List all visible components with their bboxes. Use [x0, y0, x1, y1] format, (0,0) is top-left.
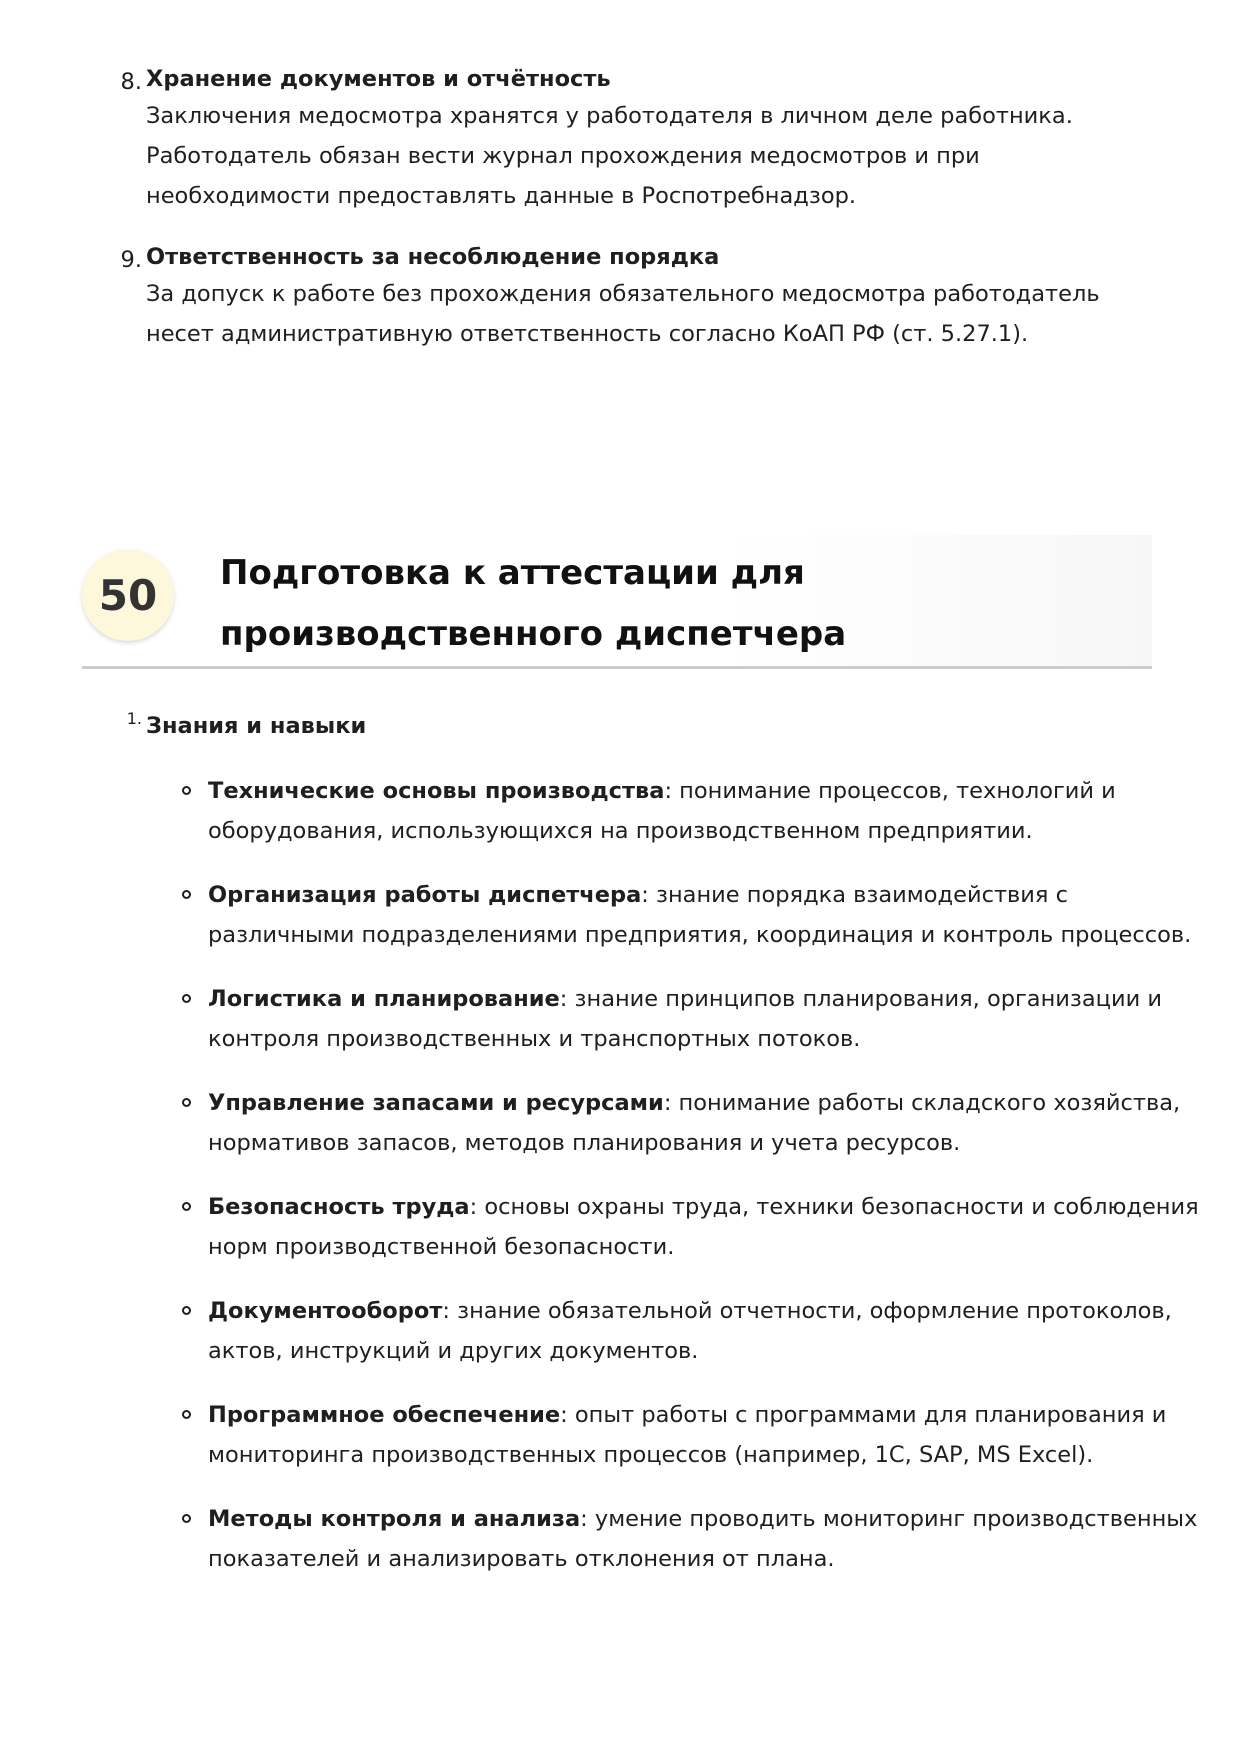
circle-bullet-icon — [182, 1514, 191, 1523]
sublist-item-title: Документооборот — [208, 1298, 443, 1324]
sublist-item — [146, 1187, 1208, 1267]
circle-bullet-icon — [182, 1098, 191, 1107]
sublist-item-text: : знание обязательной отчетности, оформление протоколов, актов, инструкций и других документов. — [208, 1298, 1172, 1364]
circle-bullet-icon — [182, 1306, 191, 1315]
list-item-number: 8. — [120, 69, 142, 95]
circle-bullet-icon — [182, 786, 191, 795]
sublist-item-title: Безопасность труда — [208, 1194, 470, 1220]
circle-bullet-icon — [182, 994, 191, 1003]
sublist-item-title: Организация работы диспетчера — [208, 882, 642, 908]
circle-bullet-icon — [182, 890, 191, 899]
skills-sublist — [146, 771, 1199, 1579]
sublist-item-text: : основы охраны труда, техники безопасности и соблюдения норм производственной безопасности. — [208, 1194, 1199, 1260]
list-item-number: 1. — [126, 709, 142, 728]
continued-numbered-list — [120, 62, 1170, 378]
list-item-responsibility — [120, 240, 1170, 354]
sublist-item-text: : понимание работы складского хозяйства, нормативов запасов, методов планирования и учета ресурсов. — [208, 1090, 1181, 1156]
sublist-item-text: : понимание процессов, технологий и оборудования, использующихся на производственном предприятии. — [208, 778, 1116, 844]
sublist-item-text: : умение проводить мониторинг производственных показателей и анализировать отклонения от плана. — [208, 1506, 1198, 1572]
list-item-title: Знания и навыки — [146, 713, 367, 739]
knowledge-list — [120, 709, 1199, 1603]
section-title: Подготовка к аттестации для производственного диспетчера — [220, 553, 847, 654]
list-item-title: Ответственность за несоблюдение порядка — [146, 244, 720, 270]
sublist-item — [146, 1499, 1208, 1579]
sublist-item — [146, 875, 1208, 955]
sublist-item — [146, 771, 1208, 851]
section-header — [82, 535, 1152, 669]
circle-bullet-icon — [182, 1410, 191, 1419]
section-number-badge: 50 — [82, 549, 174, 641]
sublist-item — [146, 1083, 1208, 1163]
list-item-text: Заключения медосмотра хранятся у работодателя в личном деле работника. Работодатель обязан вести журнал прохождения медосмотров и при необходимости предоставлять данные в Роспотребнадзор. — [146, 103, 1073, 209]
list-item-title: Хранение документов и отчётность — [146, 66, 611, 92]
sublist-item — [146, 1291, 1208, 1371]
list-item-knowledge-skills — [120, 709, 1199, 1579]
sublist-item-title: Управление запасами и ресурсами — [208, 1090, 664, 1116]
list-item-text: За допуск к работе без прохождения обязательного медосмотра работодатель несет административную ответственность согласно КоАП РФ (ст. 5.27.1). — [146, 281, 1100, 347]
list-item-storage — [120, 62, 1170, 216]
sublist-item-title: Методы контроля и анализа — [208, 1506, 581, 1532]
sublist-item-text: : знание принципов планирования, организации и контроля производственных и транспортных потоков. — [208, 986, 1163, 1052]
sublist-item-title: Логистика и планирование — [208, 986, 560, 1012]
list-item-number: 9. — [120, 247, 142, 273]
sublist-item-title: Технические основы производства — [208, 778, 665, 804]
sublist-item-text: : знание порядка взаимодействия с различными подразделениями предприятия, координация и контроль процессов. — [208, 882, 1192, 948]
circle-bullet-icon — [182, 1202, 191, 1211]
sublist-item-text: : опыт работы с программами для планирования и мониторинга производственных процессов (например, 1С, SAP, MS Excel). — [208, 1402, 1167, 1468]
sublist-item-title: Программное обеспечение — [208, 1402, 561, 1428]
sublist-item — [146, 979, 1208, 1059]
sublist-item — [146, 1395, 1208, 1475]
